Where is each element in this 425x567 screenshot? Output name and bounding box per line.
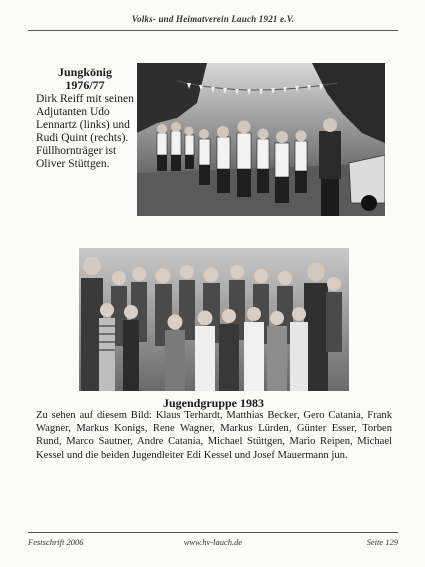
footer-website[interactable]: www.hv-lauch.de — [183, 537, 243, 547]
youth-group-names: Zu sehen auf diesem Bild: Klaus Terhardt, Matthias Becker, Gero Catania, Frank Wagner, Markus Konigs, Rene Wagner, Markus Lürden, Günter Esser, Torben Rund, Marco Sautner, Andre Catania, Michael Stüttgen, Mario Reipen, Michael Kessel und die beiden Jugendleiter Edi Kessel und Josef Mauermann jun. — [36, 410, 392, 461]
youth-group-photo — [79, 248, 349, 391]
footer-divider — [28, 532, 398, 533]
parade-photo — [137, 63, 385, 216]
page-header: Volks- und Heimatverein Lauch 1921 e.V. — [131, 14, 295, 24]
youth-group-photo-image — [79, 248, 349, 391]
parade-photo-image — [137, 63, 385, 216]
footer-publication: Festschrift 2006 — [28, 537, 84, 547]
footer-page-number: Seite 129 — [366, 537, 398, 547]
photo1-caption — [36, 66, 134, 171]
youth-group-title: Jugendgruppe 1983 — [162, 396, 265, 410]
caption1-text: Dirk Reiff mit seinen Adjutanten Udo Lennartz (links) und Rudi Quint (rechts). Füllhornträger ist Oliver Stüttgen. — [36, 93, 134, 170]
caption1-heading-line1: Jungkönig — [57, 65, 113, 79]
caption1-heading-line2: 1976/77 — [65, 78, 105, 92]
header-divider — [28, 30, 398, 31]
